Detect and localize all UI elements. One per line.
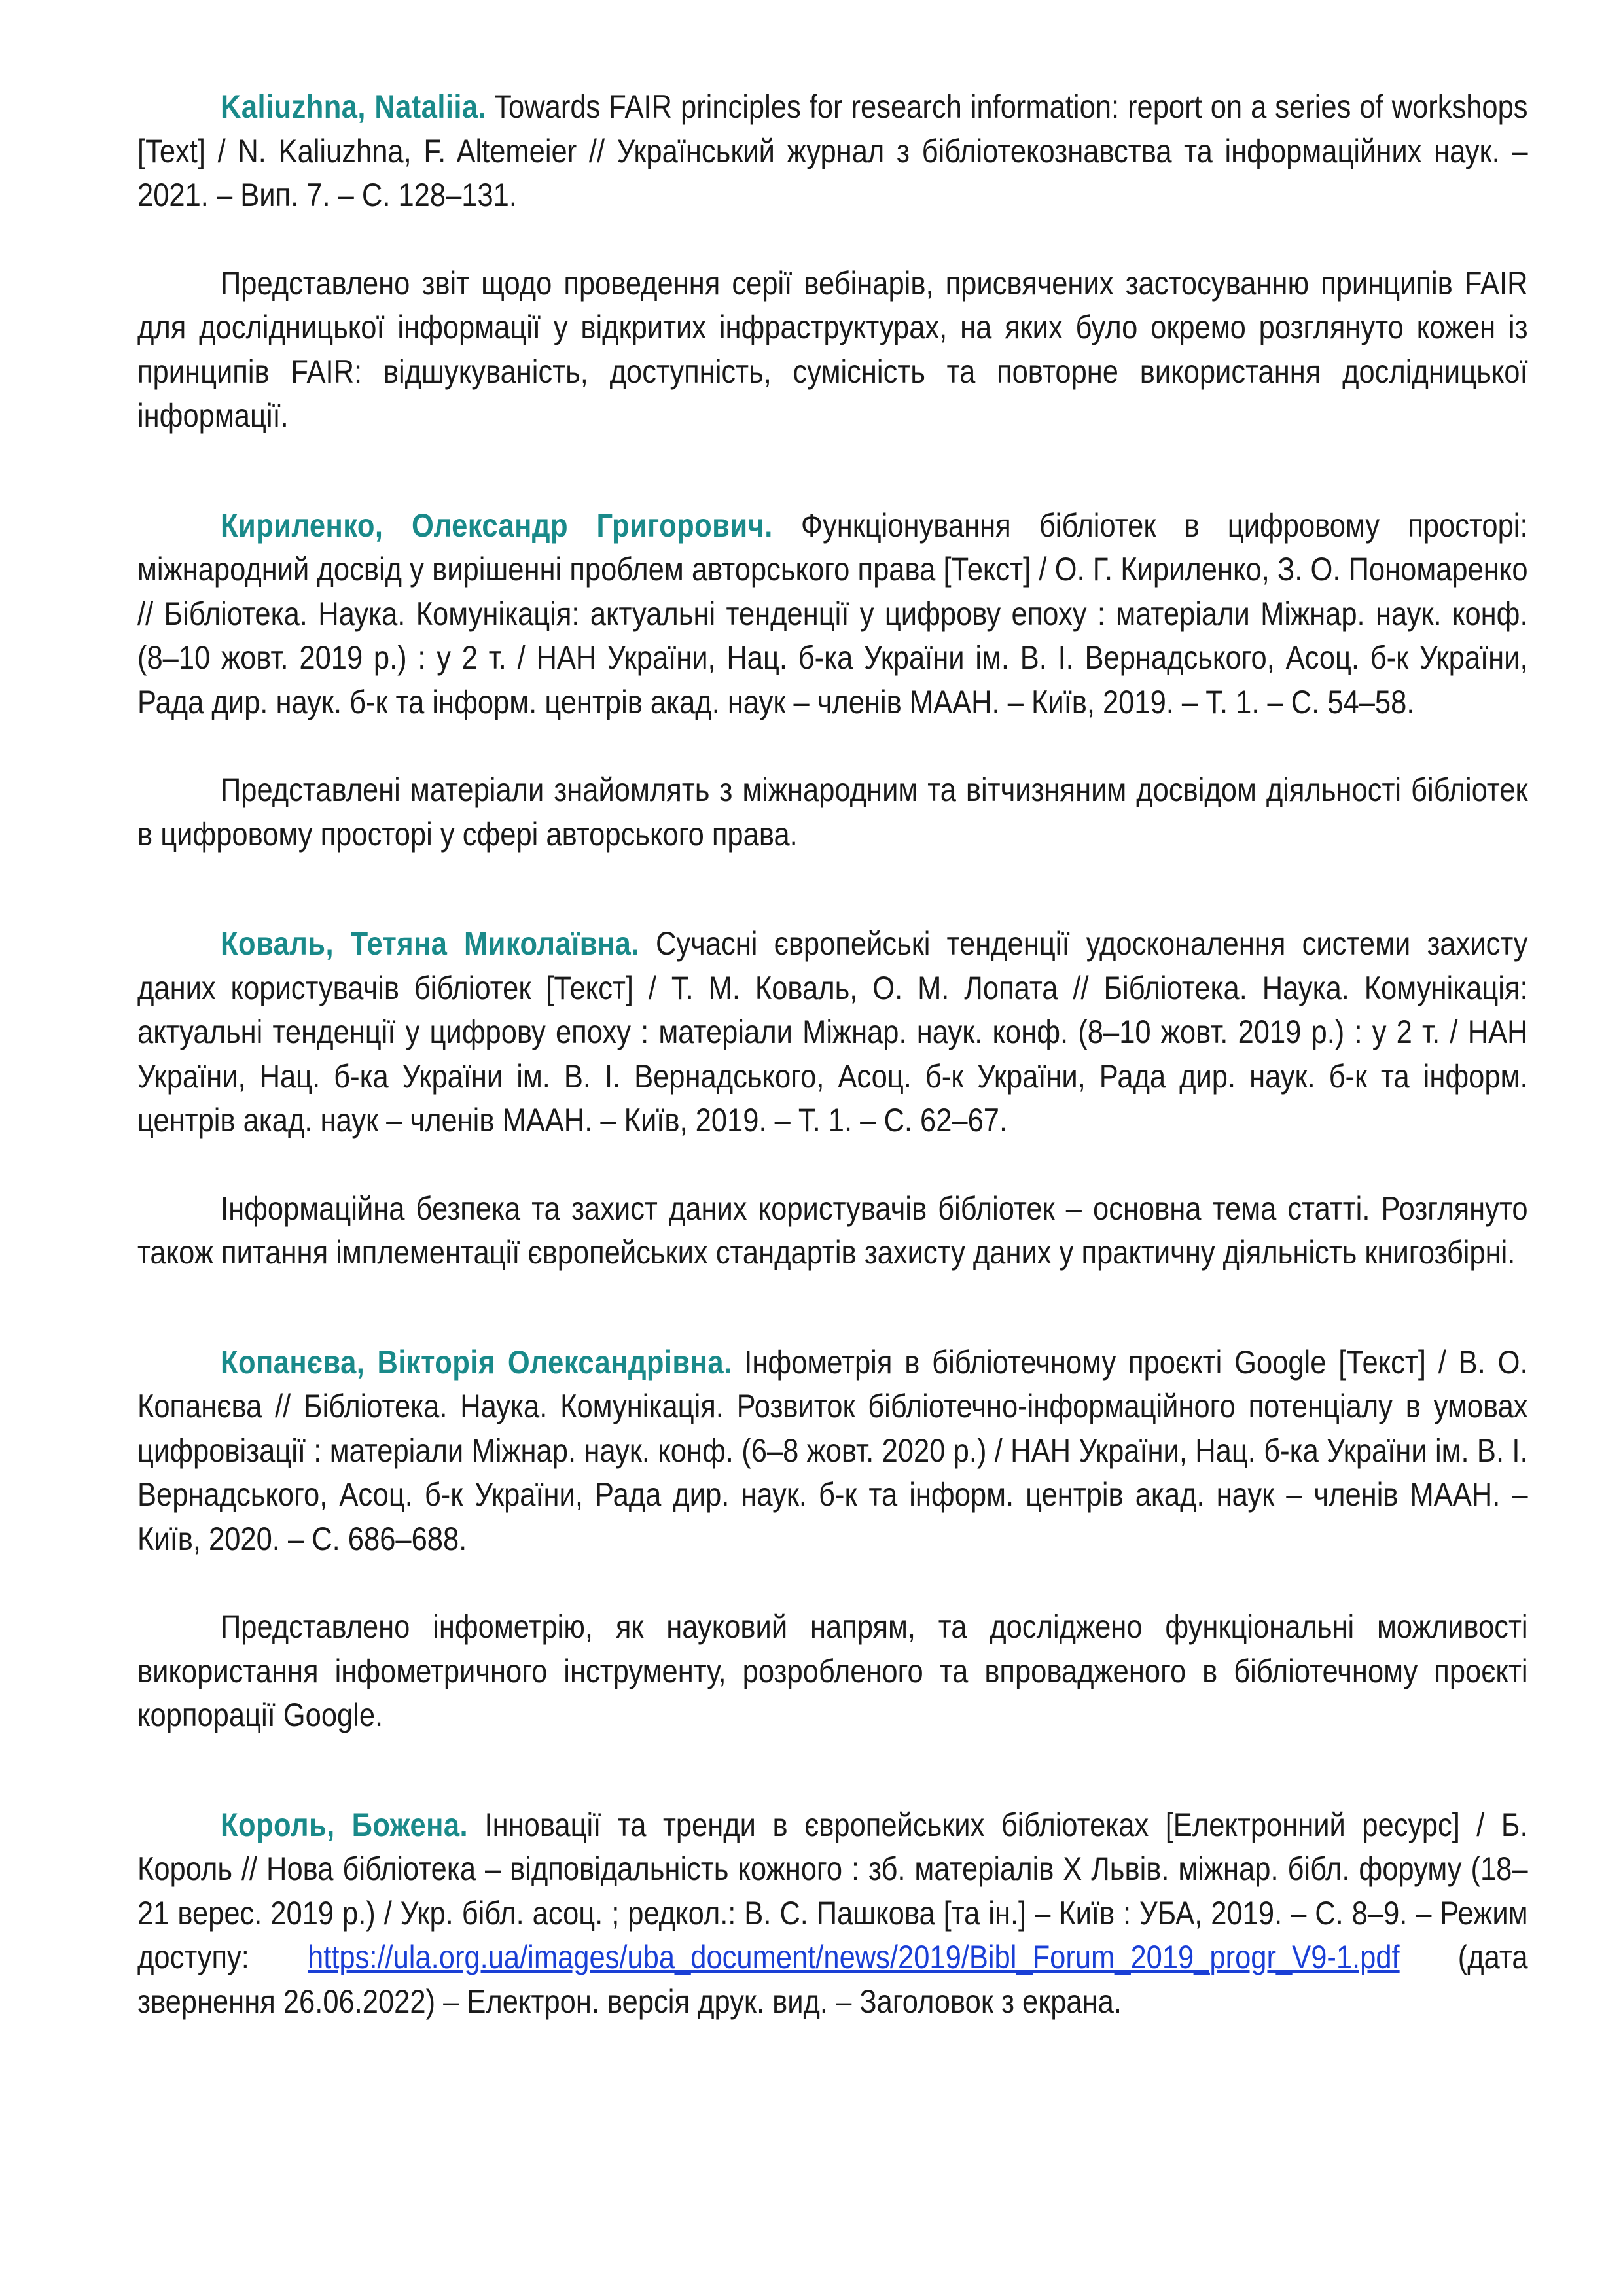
document-page (137, 85, 1528, 2024)
resource-link[interactable]: https://ula.org.ua/images/uba_document/news/2019/Bibl_Forum_2019_progr_V9-1.pdf (308, 1939, 1400, 1975)
entry-author: Kaliuzhna, Nataliia. (221, 88, 487, 125)
entry-citation: Towards FAIR principles for research information: report on a series of workshops [Text] / N. Kaliuzhna, F. Altemeier // Український журнал з бібліотекознавства та інформаційних наук. – 2021. – Вип. 7. – С. 128–131. (137, 88, 1528, 213)
entry-citation: Інновації та тренди в європейських бібліотеках [Електронний ресурс] / Б. Король // Нова бібліотека – відповідальність кожного : зб. матеріалів Х Львів. міжнар. бібл. форуму (18–21 верес. 2019 р.) / Укр. бібл. асоц. ; редкол.: В. С. Пашкова [та ін.] – Київ : УБА, 2019. – С. 8–9. – Режим доступу: (137, 1806, 1528, 1975)
entry-citation: Функціонування бібліотек в цифровому просторі: міжнародний досвід у вирішенні проблем авторського права [Текст] / О. Г. Кириленко, З. О. Пономаренко // Бібліотека. Наука. Комунікація: актуальні тенденції у цифрову епоху : матеріали Міжнар. наук. конф. (8–10 жовт. 2019 р.) : у 2 т. / НАН України, Нац. б-ка України ім. В. І. Вернадського, Асоц. б-к України, Рада дир. наук. б-к та інформ. центрів акад. наук – членів МААН. – Київ, 2019. – Т. 1. – С. 54–58. (137, 506, 1528, 720)
entry-annotation: Представлені матеріали знайомлять з міжнародним та вітчизняним досвідом діяльності бібліотек в цифровому просторі у сфері авторського права. (137, 771, 1528, 853)
entry-annotation: Інформаційна безпека та захист даних користувачів бібліотек – основна тема статті. Розглянуто також питання імплементації європейських стандартів захисту даних у практичну діяльність книгозбірні. (137, 1190, 1528, 1271)
entry-author: Король, Божена. (221, 1806, 468, 1843)
entry-citation: Інфометрія в бібліотечному проєкті Google [Текст] / В. О. Копанєва // Бібліотека. Наука. Комунікація. Розвиток бібліотечно-інформаційного потенціалу в умовах цифровізації : матеріали Міжнар. наук. конф. (6–8 жовт. 2020 р.) / НАН України, Нац. б-ка України ім. В. І. Вернадського, Асоц. б-к України, Рада дир. наук. б-к та інформ. центрів акад. наук – членів МААН. – Київ, 2020. – С. 686–688. (137, 1343, 1528, 1557)
bibliography-entry (137, 85, 1528, 218)
bibliography-entry (137, 504, 1528, 725)
entry-author: Коваль, Тетяна Миколаївна. (221, 925, 639, 962)
entry-author: Кириленко, Олександр Григорович. (221, 506, 773, 544)
bibliography-entry (137, 1341, 1528, 1562)
entry-annotation: Представлено інфометрію, як науковий напрям, та досліджено функціональні можливості використання інфометричного інструменту, розробленого та впровадженого в бібліотечному проєкті корпорації Google. (137, 1608, 1528, 1733)
bibliography-entry (137, 1803, 1528, 2024)
entry-author: Копанєва, Вікторія Олександрівна. (221, 1343, 732, 1381)
entry-citation: Сучасні європейські тенденції удосконалення системи захисту даних користувачів бібліотек [Текст] / Т. М. Коваль, О. М. Лопата // Бібліотека. Наука. Комунікація: актуальні тенденції у цифрову епоху : матеріали Міжнар. наук. конф. (8–10 жовт. 2019 р.) : у 2 т. / НАН України, Нац. б-ка України ім. В. І. Вернадського, Асоц. б-к України, Рада дир. наук. б-к та інформ. центрів акад. наук – членів МААН. – Київ, 2019. – Т. 1. – С. 62–67. (137, 925, 1528, 1139)
entry-annotation: Представлено звіт щодо проведення серії вебінарів, присвячених застосуванню принципів FAIR для дослідницької інформації у відкритих інфраструктурах, на яких було окремо розглянуто кожен із принципів FAIR: відшукуваність, доступність, сумісність та повторне використання дослідницької інформації. (137, 264, 1528, 434)
bibliography-entry (137, 922, 1528, 1143)
entry-citation-tail: (дата звернення 26.06.2022) – Електрон. версія друк. вид. – Заголовок з екрана. (137, 1939, 1528, 2020)
